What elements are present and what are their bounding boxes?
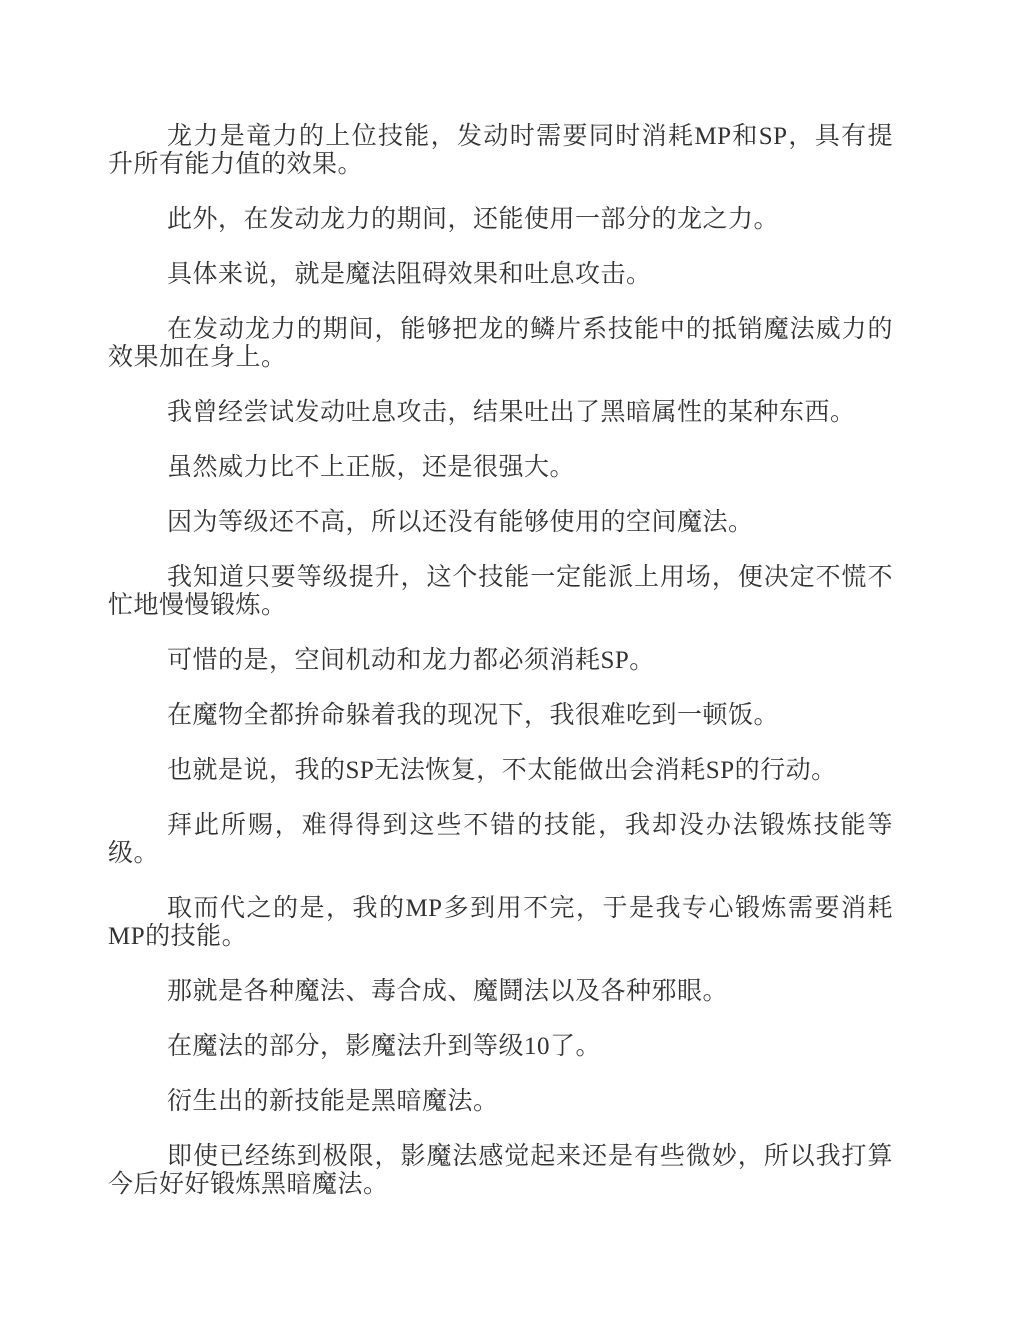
paragraph: 在魔物全都拚命躲着我的现况下，我很难吃到一顿饭。 [167,702,780,729]
paragraph: 可惜的是，空间机动和龙力都必须消耗SP。 [167,647,655,674]
paragraph: 衍生出的新技能是黑暗魔法。 [167,1088,499,1115]
paragraph: 龙力是竜力的上位技能，发动时需要同时消耗MP和SP，具有提升所有能力值的效果。 [108,123,893,178]
paragraph: 具体来说，就是魔法阻碍效果和吐息攻击。 [167,261,652,288]
paragraph: 也就是说，我的SP无法恢复，不太能做出会消耗SP的行动。 [167,757,837,784]
paragraph: 在魔法的部分，影魔法升到等级10了。 [167,1033,602,1060]
paragraph: 我知道只要等级提升，这个技能一定能派上用场，便决定不慌不忙地慢慢锻炼。 [108,564,893,619]
paragraph: 我曾经尝试发动吐息攻击，结果吐出了黑暗属性的某种东西。 [167,399,856,426]
paragraph: 在发动龙力的期间，能够把龙的鳞片系技能中的抵销魔法威力的效果加在身上。 [108,316,893,371]
paragraph: 即使已经练到极限，影魔法感觉起来还是有些微妙，所以我打算今后好好锻炼黑暗魔法。 [108,1143,893,1198]
paragraph: 那就是各种魔法、毒合成、魔鬪法以及各种邪眼。 [167,978,729,1005]
paragraph: 此外，在发动龙力的期间，还能使用一部分的龙之力。 [167,206,780,233]
paragraph: 因为等级还不高，所以还没有能够使用的空间魔法。 [167,509,754,536]
paragraph: 取而代之的是，我的MP多到用不完，于是我专心锻炼需要消耗MP的技能。 [108,895,893,950]
paragraph: 虽然威力比不上正版，还是很强大。 [167,454,576,481]
paragraph: 拜此所赐，难得得到这些不错的技能，我却没办法锻炼技能等级。 [108,812,893,867]
